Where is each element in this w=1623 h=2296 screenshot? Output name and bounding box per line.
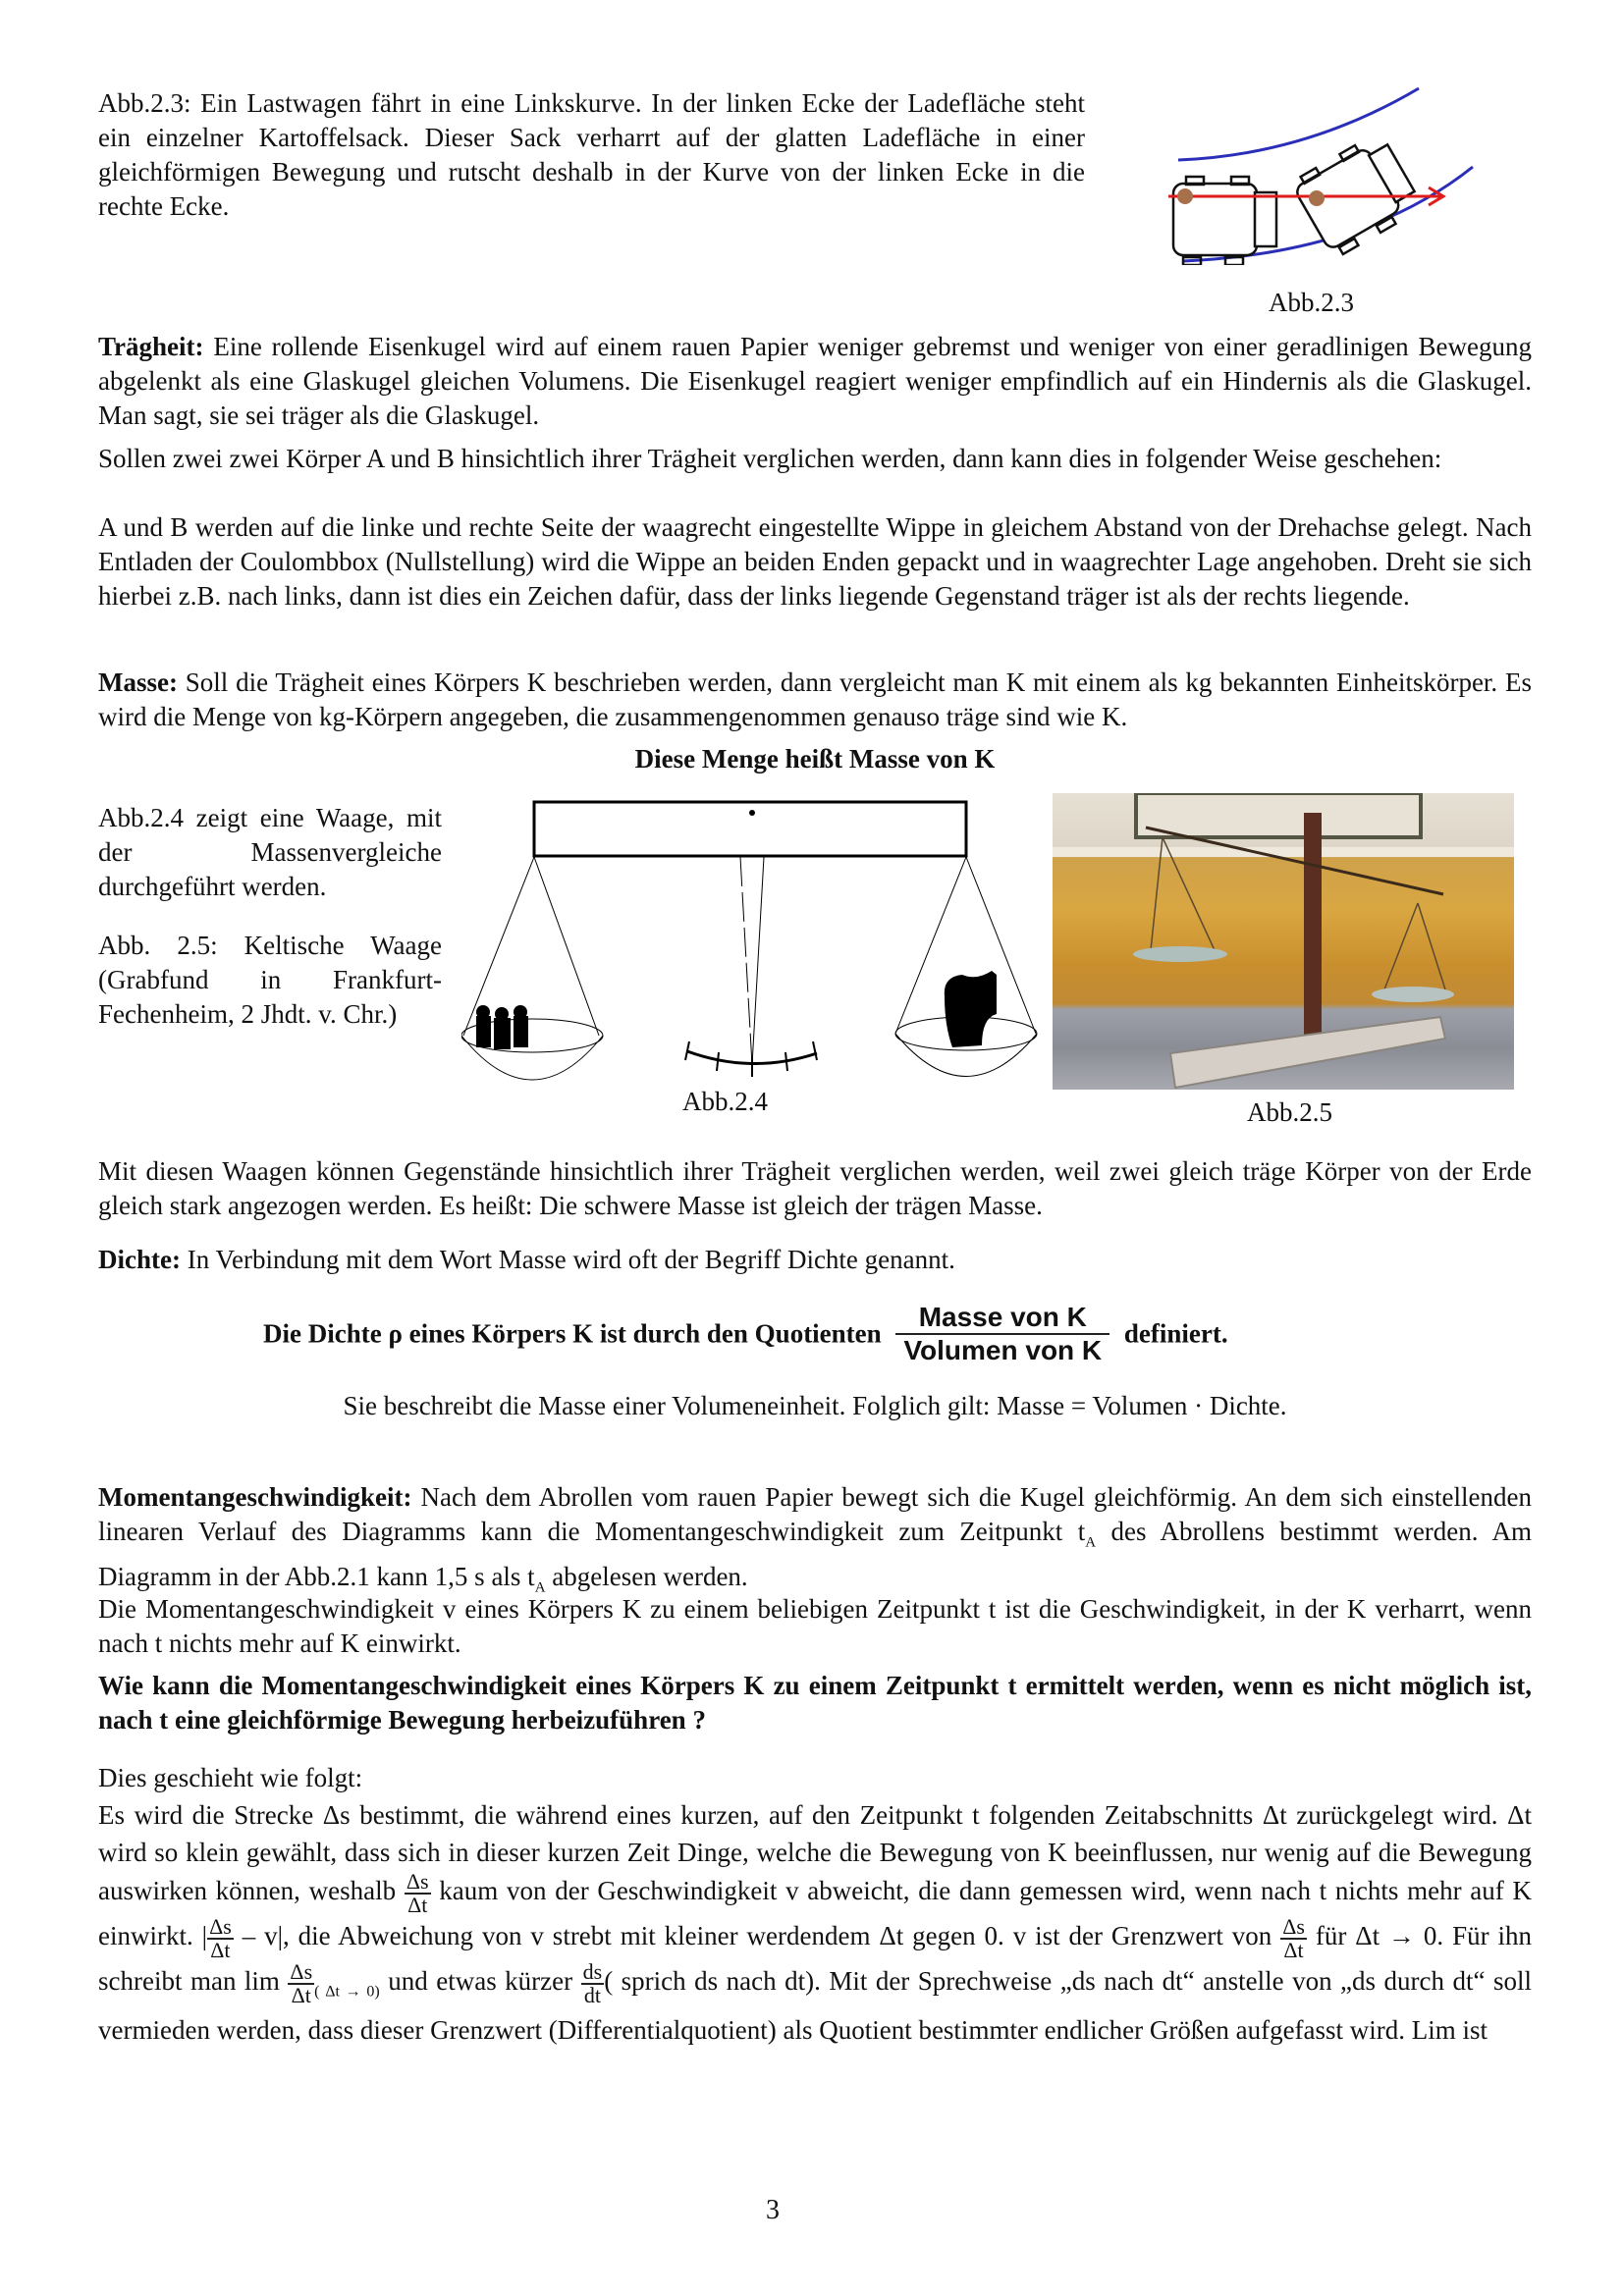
masse-paragraph: Masse: Soll die Trägheit eines Körpers K beschrieben werden, dann vergleicht man K mit einem als kg bekannten Einheitskörper. Es wird die Menge von kg-Körpern angegeben, die zusammengenommen genauso träge sind wie K. [98,667,1532,731]
masse-heading: Diese Menge heißt Masse von K [634,744,996,774]
momentan-paragraph: Momentangeschwindigkeit: Nach dem Abrollen vom rauen Papier bewegt sich die Kugel gleichförmig. An dem sich einstellenden linearen Verlauf des Diagramms kann die Momentangeschwindigkeit zum Zeitpunkt $t_A$ des Abrollens bestimmt werden. Am Diagramm in der Abb.2.1 kann 1,5 s als $t_A$ abgelesen werden. [98,1482,1532,1596]
dichte-paragraph: Dichte: In Verbindung mit dem Wort Masse wird oft der Begriff Dichte genannt. [98,1245,955,1274]
fig25-description: Abb. 2.5: Keltische Waage (Grabfund in Frankfurt-Fechenheim, 2 Jhdt. v. Chr.) [98,931,442,1029]
fig25-celtic-balance-photo [1053,793,1514,1090]
fig25-label: Abb.2.5 [1247,1097,1332,1127]
sack-end-icon [1309,190,1325,206]
momentan-term: Momentangeschwindigkeit: [98,1482,412,1512]
verfahren-paragraph: Es wird die Strecke Δs bestimmt, die während eines kurzen, auf den Zeitpunkt t folgenden Zeitabschnitts Δt zurückgelegt wird. Δt wird so klein gewählt, dass sich in dieser kurzen Zeit Dinge, welche die Bewegung von K beeinflussen, nur wenig auf die Bewegung auswirken können, weshalb $\frac{\Delta s}{\Delta t}$ kaum von der Geschwindigkeit v abweicht, die dann gemessen wird, wenn nach t nichts mehr auf K einwirkt. | $\frac{\Delta s}{\Delta t}$ – v|, die Abweichung von v strebt mit kleiner werdendem Δt gegen 0. v ist der Grenzwert von $\frac{\Delta s}{\Delta t}$ für Δt → 0. Für ihn schreibt man lim $\frac{\Delta s}{\Delta t}$ $_{( \Delta t \to 0)}$ und etwas kürzer $\frac{ds}{dt}$ ( sprich ds nach dt). Mit der Sprechweise „ds nach dt“ anstelle von „ds durch dt“ soll vermieden werden, dass dieser Grenzwert (Differentialquotient) als Quotient bestimmter endlicher Größen aufgefasst wird. Lim ist [98,1800,1533,2045]
fig23-label: Abb.2.3 [1269,288,1354,317]
traegheit-paragraph: Trägheit: Eine rollende Eisenkugel wird auf einem rauen Papier weniger gebremst und weniger von einer geradlinigen Bewegung abgelenkt als eine Glaskugel gleichen Volumens. Die Eisenkugel reagiert weniger empfindlich auf ein Hindernis als die Glaskugel. Man sagt, sie sei träger als die Glaskugel. [98,332,1532,430]
traegheit-comparison-paragraph: Sollen zwei zwei Körper A und B hinsichtlich ihrer Trägheit verglichen werden, dann kann dies in folgender Weise geschehen: [98,444,1442,473]
traegheit-term: Trägheit: [98,332,204,361]
dichte-term: Dichte: [98,1245,181,1274]
verfahren-intro: Dies geschieht wie folgt: [98,1763,363,1792]
dichte-definition: Die Dichte ρ eines Körpers K ist durch den Quotienten $\frac{\text{Masse von K}}{\text{Volumen von K}}$ definiert. [263,1302,1228,1365]
dichte-fraction: $\frac{\text{Masse von K}}{\text{Volumen von K}}$ [895,1304,1109,1364]
fig24-description: Abb.2.4 zeigt eine Waage, mit der Massenvergleiche durchgeführt werden. [98,803,442,901]
object-icon [945,971,997,1047]
masse-term: Masse: [98,667,178,697]
delta-fraction: $\frac{\Delta s}{\Delta t}$ [1282,1914,1305,1962]
fig23-description: Abb.2.3: Ein Lastwagen fährt in eine Linkskurve. In der linken Ecke der Ladefläche steht ein einzelner Kartoffelsack. Dieser Sack verharrt auf der glatten Ladefläche in einer gleichförmigen Bewegung und rutscht deshalb in der Kurve von der linken Ecke in die rechte Ecke. [98,88,1085,221]
momentan-question: Wie kann die Momentangeschwindigkeit eines Körpers K zu einem Zeitpunkt t ermittelt werden, wenn es nicht möglich ist, nach t eine gleichförmige Bewegung herbeizuführen ? [98,1671,1532,1735]
sack-start-icon [1177,188,1193,204]
delta-fraction: $\frac{\Delta s}{\Delta t}$ [406,1869,429,1917]
fig24-balance-diagram [461,800,1051,1104]
waagen-paragraph: Mit diesen Waagen können Gegenstände hinsichtlich ihrer Trägheit verglichen werden, weil zwei gleich träge Körper von der Erde gleich stark angezogen werden. Es heißt: Die schwere Masse ist gleich der trägen Masse. [98,1156,1532,1220]
wippe-paragraph: A und B werden auf die linke und rechte Seite der waagrecht eingestellte Wippe in gleichem Abstand von der Drehachse gelegt. Nach Entladen der Coulombbox (Nullstellung) wird die Wippe an beiden Enden gepackt und in waagrechter Lage angehoben. Dreht sie sich hierbei z.B. nach links, dann ist dies ein Zeichen dafür, dass der links liegende Gegenstand träger ist als der rechts liegende. [98,512,1532,611]
delta-fraction: $\frac{\Delta s}{\Delta t}$ [209,1914,232,1962]
momentan-definition: Die Momentangeschwindigkeit v eines Körpers K zu einem beliebigen Zeitpunkt t ist die Geschwindigkeit, in der K verharrt, wenn nach t nichts mehr auf K einwirkt. [98,1594,1532,1658]
fig24-label: Abb.2.4 [682,1087,768,1116]
page-number: 3 [766,2195,780,2225]
weights-icon [476,1005,528,1049]
dichte-note: Sie beschreibt die Masse einer Volumeneinheit. Folglich gilt: Masse = Volumen · Dichte. [343,1391,1287,1420]
limit-fraction: $\frac{\Delta s}{\Delta t}$ [290,1959,313,2007]
fig23-truck-diagram [1149,69,1542,265]
balance-beam [534,802,966,856]
differential-fraction: $\frac{ds}{dt}$ [582,1959,603,2007]
